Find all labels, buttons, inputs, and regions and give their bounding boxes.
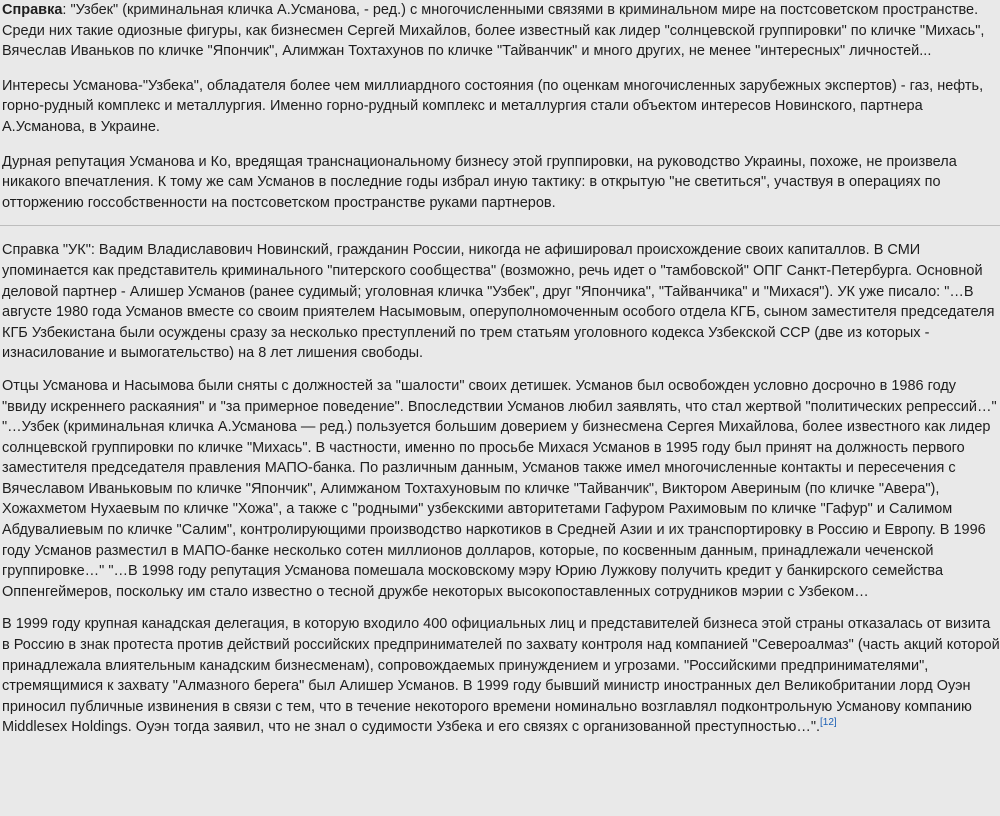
paragraph-reference-intro [2, 0, 1000, 62]
paragraph-novinsky: Справка "УК": Вадим Владиславович Новинский, гражданин России, никогда не афишировал происхождение своих капиталлов. В СМИ упоминается как представитель криминального "питерского сообщества" (возможно, речь идет о "тамбовской" ОПГ Санкт-Петербурга. Основной деловой партнер - Алишер Усманов (ранее судимый; уголовная кличка "Узбек", друг "Япончика", "Тайванчика" и "Михася"). УК уже писало: "…В августе 1980 года Усманов вместе со своим приятелем Насымовым, оперуполномоченным особого отдела КГБ, сыном заместителя председателя КГБ Узбекистана были осуждены сразу за несколько преступлений по трем статьям уголовного кодекса Узбекской ССР (две из которых - изнасилование и вымогательство) на 8 лет лишения свободы. [2, 242, 995, 362]
reference-label: Справка [2, 2, 63, 18]
paragraph-reputation: Дурная репутация Усманова и Ко, вредящая транснациональному бизнесу этой группировки, на руководство Украины, похоже, не произвела никакого впечатления. К тому же сам Усманов в последние годы избрал иную тактику: в открытую "не светиться", участвуя в операциях по отторжению госсобственности на постсоветском пространстве руками партнеров. [2, 153, 957, 211]
reference-text: : "Узбек" (криминальная кличка А.Усманова, - ред.) с многочисленными связями в криминальном мире на постсоветском пространстве. Среди них такие одиозные фигуры, как бизнесмен Сергей Михайлов, более известный как лидер "солнцевской группировки" по кличке "Михась", Вячеслав Иваньков по кличке "Япончик", Алимжан Тохтахунов по кличке "Тайванчик" и много других, не менее "интересных" личностей... [2, 2, 985, 60]
paragraph-canadian-delegation [2, 614, 1000, 738]
paragraph-interests: Интересы Усманова-"Узбека", обладателя более чем миллиардного состояния (по оценкам многочисленных зарубежных экспертов) - газ, нефть, горно-рудный комплекс и металлургия. Именно горно-рудный комплекс и металлургия стали объектом интересов Новинского, партнера А.Усманова, в Украине. [2, 77, 984, 135]
reference-block-top [0, 0, 1000, 213]
reference-block-uk [0, 240, 1000, 738]
section-divider [0, 225, 1000, 226]
paragraph-fathers: Отцы Усманова и Насымова были сняты с должностей за "шалости" своих детишек. Усманов был освобожден условно досрочно в 1986 году "ввиду искреннего раскаяния" и "за примерное поведение". Впоследствии Усманов любил заявлять, что стал жертвой "политических репрессий…" "…Узбек (криминальная кличка А.Усманова — ред.) пользуется большим доверием у бизнесмена Сергея Михайлова, более известного как лидер солнцевской группировки по кличке "Михась". В частности, именно по просьбе Михася Усманов в 1995 году был принят на должность первого заместителя председателя правления МАПО-банка. По различным данным, Усманов также имел многочисленные контакты и пересечения с Вячеславом Иваньковым по кличке "Япончик", Алимжаном Тохтахуновым по кличке "Тайванчик", Виктором Авериным (по кличке "Авера"), Хожахметом Нухаевым по кличке "Хожа", а также с "родными" узбекскими авторитетами Гафуром Рахимовым по кличке "Гафур" и Салимом Абдувалиевым по кличке "Салим", контролирующими производство наркотиков в Средней Азии и их транспортировку в Россию и Европу. В 1996 году Усманов разместил в МАПО-банке несколько сотен миллионов долларов, которые, по косвенным данным, принадлежали чеченской группировке…" "…В 1998 году репутация Усманова помешала московскому мэру Юрию Лужкову получить кредит у банкирского семейства Оппенгеймеров, поскольку им стало известно о тесной дружбе некоторых высокопоставленных сотрудников мэрии с Узбеком… [2, 377, 997, 600]
footnote-link[interactable]: [12] [820, 717, 837, 729]
canadian-delegation-text: В 1999 году крупная канадская делегация, в которую входило 400 официальных лиц и представителей бизнеса этой страны отказалась от визита в Россию в знак протеста против действий российских предпринимателей по захвату контроля над компанией "Североалмаз" (часть акций которой принадлежала влиятельным канадским бизнесменам), сопровождаемых принуждением и угрозами. "Российскими предпринимателями", стремящимися к захвату "Алмазного берега" был Алишер Усманов. В 1999 году бывший министр иностранных дел Великобритании лорд Оуэн приносил публичные извинения в связи с тем, что в течение некоторого времени номинально возглавлял подконтрольную Усманову компанию Middlesex Holdings. Оуэн тогда заявил, что не знал о судимости Узбека и его связях с организованной преступностью…". [2, 616, 1000, 736]
